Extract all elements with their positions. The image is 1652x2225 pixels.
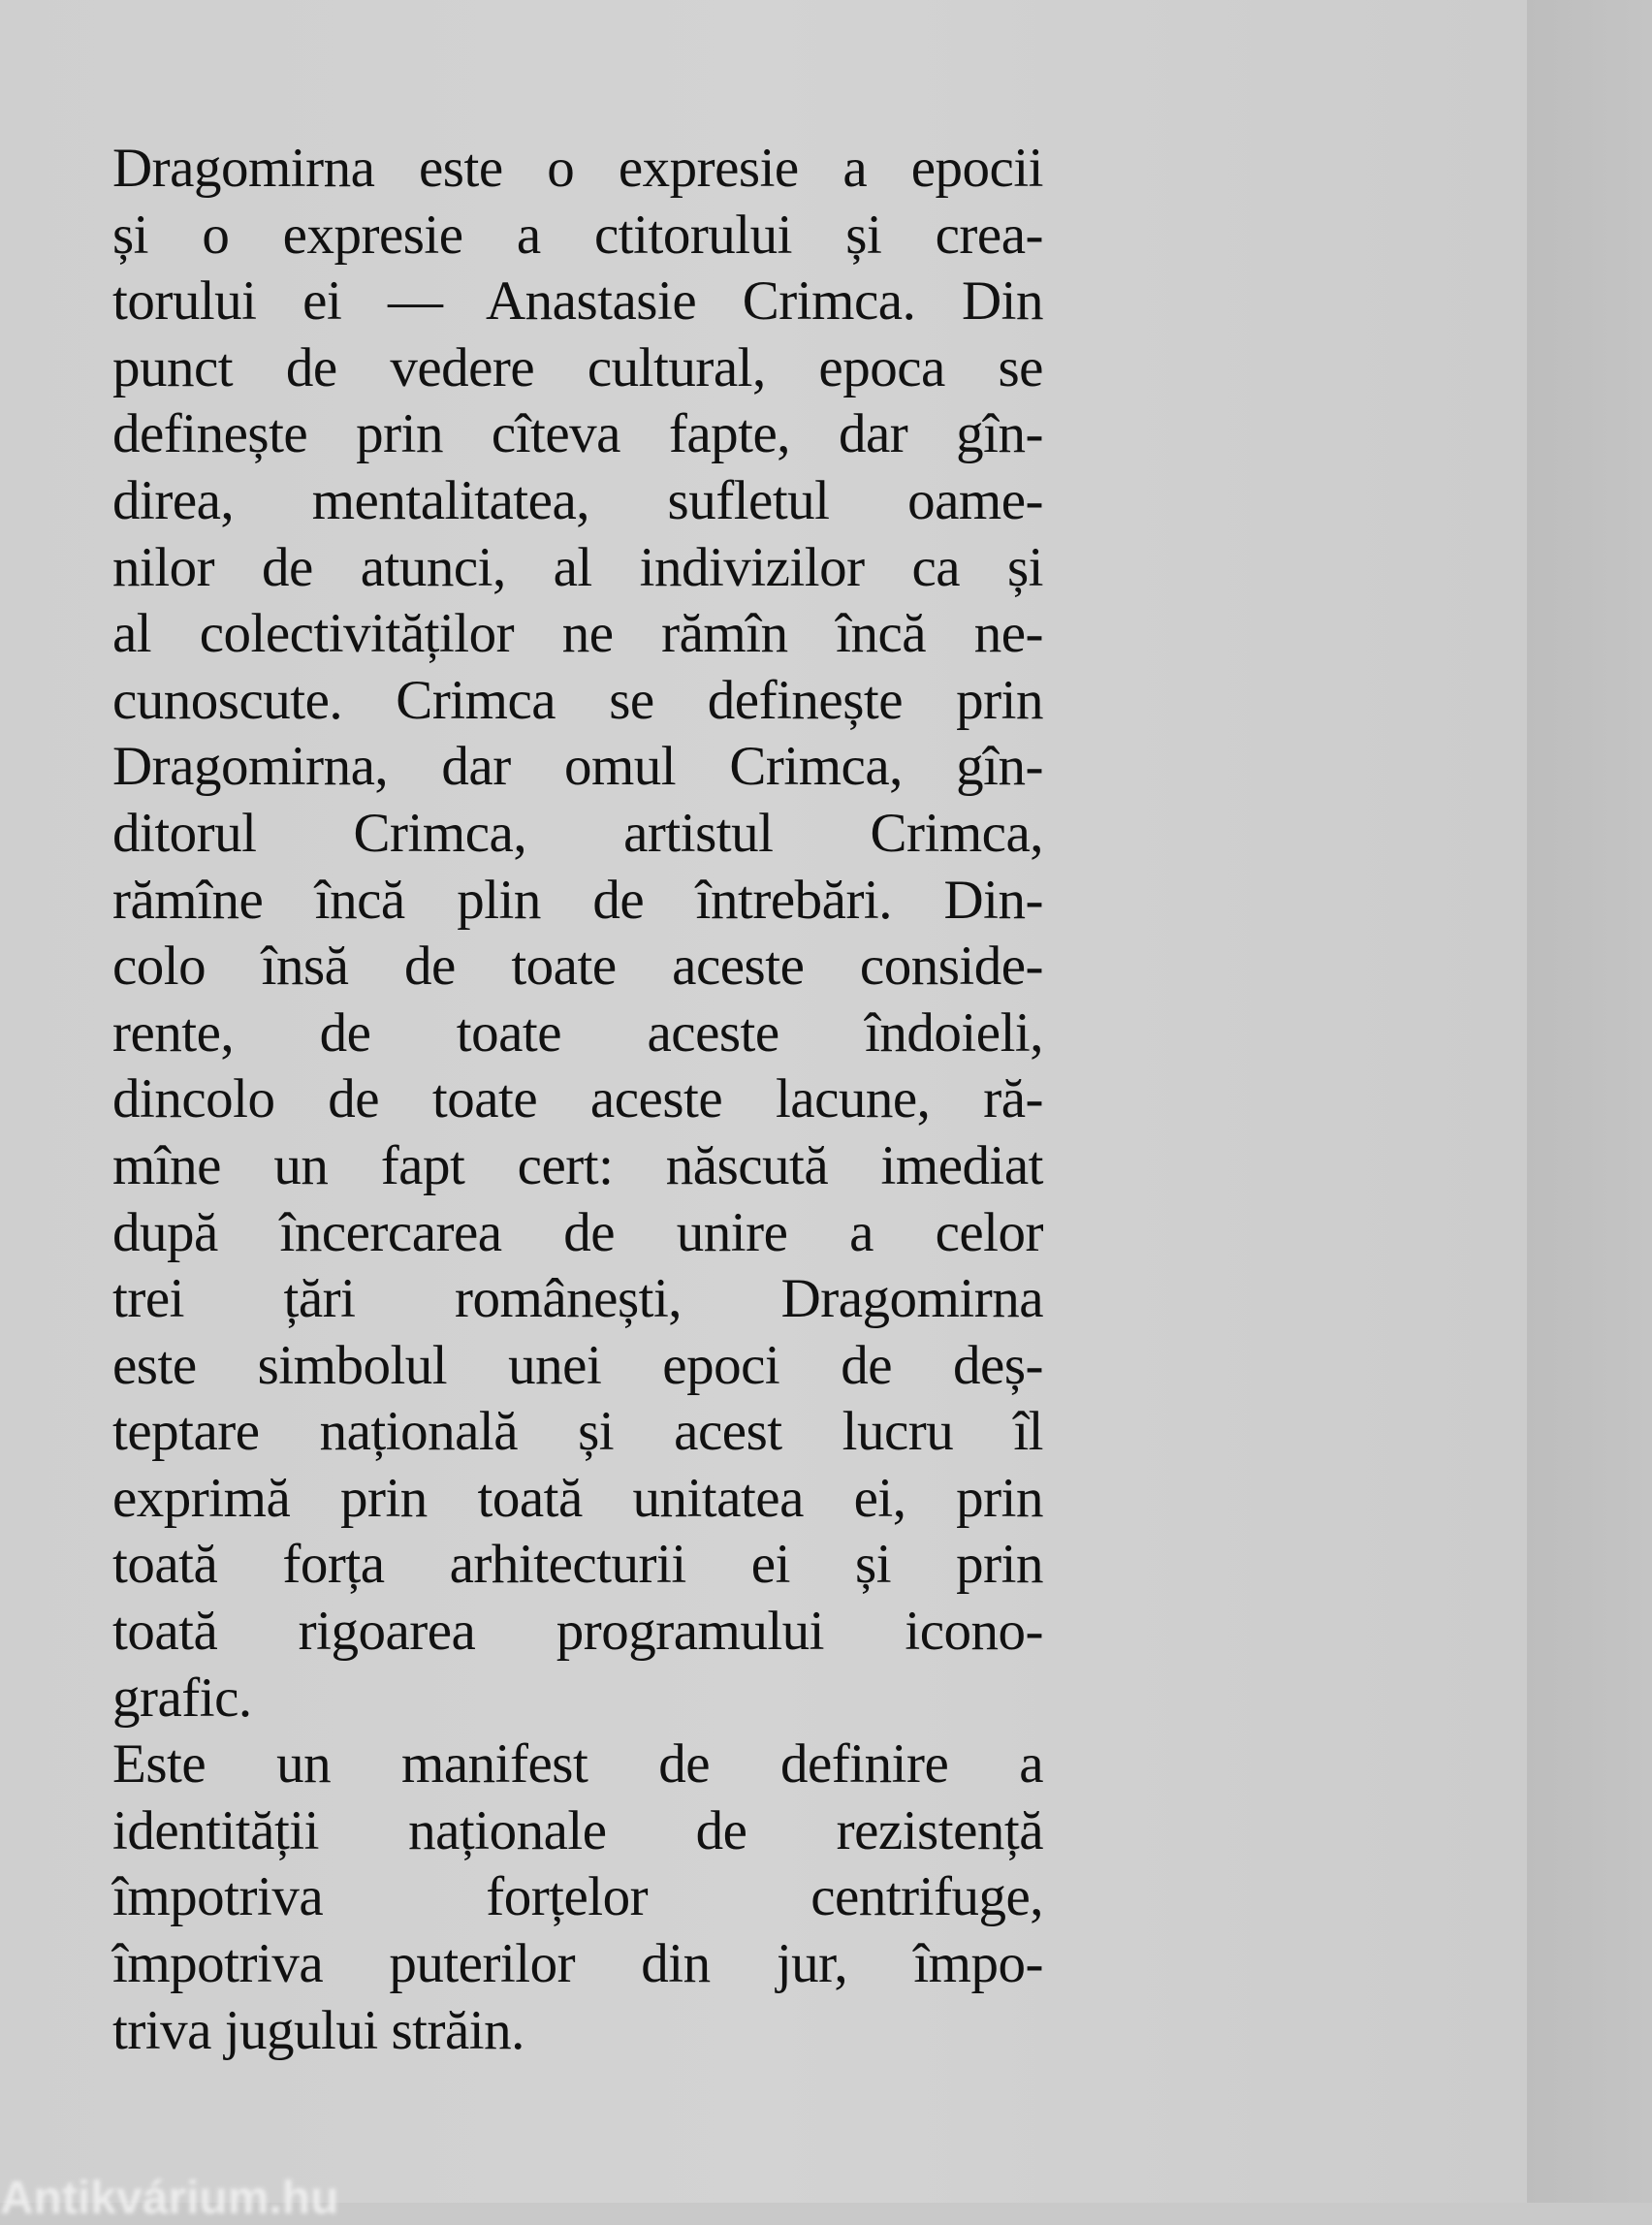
text-line: Dragomirna, dar omul Crimca, gîn- <box>112 736 1043 798</box>
body-text <box>112 136 1043 2064</box>
text-line: este simbolul unei epoci de deș- <box>112 1334 1043 1396</box>
text-line: direa, mentalitatea, sufletul oame- <box>112 469 1043 531</box>
text-line: nilor de atunci, al indivizilor ca și <box>112 536 1043 598</box>
text-line: cunoscute. Crimca se definește prin <box>112 669 1043 731</box>
text-line: definește prin cîteva fapte, dar gîn- <box>112 403 1043 465</box>
text-line: punct de vedere cultural, epoca se <box>112 336 1043 398</box>
text-line: toată rigoarea programului icono- <box>112 1601 1043 1663</box>
text-line: dincolo de toate aceste lacune, ră- <box>112 1068 1043 1130</box>
text-line: împotriva forțelor centrifuge, <box>112 1866 1043 1928</box>
page-edge <box>1527 0 1652 2203</box>
text-line: teptare națională și acest lucru îl <box>112 1401 1043 1463</box>
text-line: colo însă de toate aceste conside- <box>112 936 1043 998</box>
text-line: torului ei — Anastasie Crimca. Din <box>112 270 1043 333</box>
text-line: toată forța arhitecturii ei și prin <box>112 1534 1043 1596</box>
text-line: triva jugului străin. <box>112 1999 524 2061</box>
text-line: rămîne încă plin de întrebări. Din- <box>112 869 1043 931</box>
watermark: Antikvárium.hu <box>0 2173 339 2224</box>
text-line: după încercarea de unire a celor <box>112 1201 1043 1263</box>
text-line: identității naționale de rezistență <box>112 1799 1043 1861</box>
text-line: exprimă prin toată unitatea ei, prin <box>112 1467 1043 1529</box>
text-line: Dragomirna este o expresie a epocii <box>112 138 1043 199</box>
text-line: grafic. <box>112 1667 252 1729</box>
text-line: trei țări românești, Dragomirna <box>112 1268 1043 1330</box>
text-line: ditorul Crimca, artistul Crimca, <box>112 802 1043 864</box>
text-line: împotriva puterilor din jur, împo- <box>112 1933 1043 1995</box>
text-line: al colectivităților ne rămîn încă ne- <box>112 603 1043 665</box>
text-line: rente, de toate aceste îndoieli, <box>112 1001 1043 1064</box>
text-line: mîne un fapt cert: născută imediat <box>112 1134 1043 1196</box>
text-line: Este un manifest de definire a <box>112 1733 1043 1796</box>
text-line: și o expresie a ctitorului și crea- <box>112 204 1043 266</box>
